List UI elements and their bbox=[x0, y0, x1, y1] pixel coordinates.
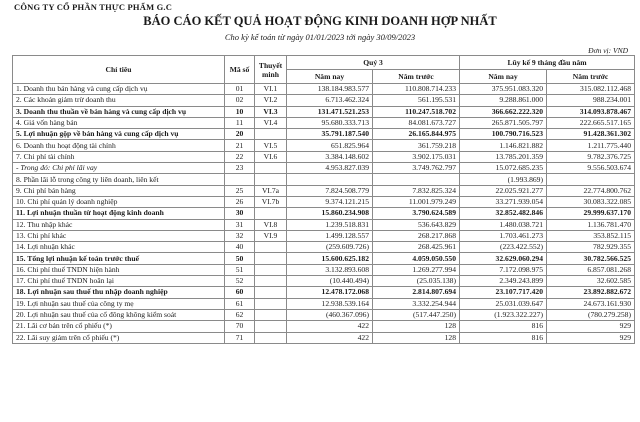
row-q3-prev-year: 128 bbox=[373, 321, 460, 332]
table-row bbox=[13, 208, 635, 219]
row-ytd-this-year: 15.072.685.235 bbox=[460, 163, 547, 174]
row-q3-this-year: (460.367.096) bbox=[287, 309, 373, 320]
row-ytd-this-year: 1.146.821.882 bbox=[460, 140, 547, 151]
row-label: 20. Lợi nhuận sau thuế của cổ đông không kiểm soát bbox=[13, 309, 225, 320]
row-q3-prev-year: 3.749.762.797 bbox=[373, 163, 460, 174]
row-note bbox=[255, 264, 287, 275]
row-q3-this-year: 3.384.148.602 bbox=[287, 151, 373, 162]
row-note bbox=[255, 287, 287, 298]
table-body bbox=[13, 84, 635, 344]
row-note bbox=[255, 174, 287, 185]
row-ytd-this-year: (1.923.322.227) bbox=[460, 309, 547, 320]
row-ytd-prev-year: 9.782.376.725 bbox=[547, 151, 635, 162]
row-label: 4. Giá vốn hàng bán bbox=[13, 117, 225, 128]
row-note: VI.7b bbox=[255, 196, 287, 207]
row-note bbox=[255, 253, 287, 264]
row-q3-prev-year: 268.217.868 bbox=[373, 230, 460, 241]
row-code: 02 bbox=[225, 95, 255, 106]
row-label: 22. Lãi suy giảm trên cổ phiếu (*) bbox=[13, 332, 225, 343]
row-ytd-prev-year: 1.136.781.470 bbox=[547, 219, 635, 230]
row-q3-prev-year: 110.247.518.702 bbox=[373, 106, 460, 117]
row-q3-this-year: 6.713.462.324 bbox=[287, 95, 373, 106]
row-ytd-this-year: 1.703.461.273 bbox=[460, 230, 547, 241]
table-header bbox=[13, 56, 635, 84]
row-ytd-prev-year: 1.211.775.440 bbox=[547, 140, 635, 151]
row-q3-this-year: 4.953.827.039 bbox=[287, 163, 373, 174]
table-row bbox=[13, 129, 635, 140]
row-code: 25 bbox=[225, 185, 255, 196]
row-ytd-this-year: 265.871.505.797 bbox=[460, 117, 547, 128]
row-label: 2. Các khoản giảm trừ doanh thu bbox=[13, 95, 225, 106]
row-label: 19. Lợi nhuận sau thuế của công ty mẹ bbox=[13, 298, 225, 309]
row-ytd-prev-year: 23.892.882.672 bbox=[547, 287, 635, 298]
row-code: 01 bbox=[225, 84, 255, 95]
row-code: 50 bbox=[225, 253, 255, 264]
header-q-prev-year: Năm trước bbox=[373, 70, 460, 84]
table-row bbox=[13, 84, 635, 95]
row-q3-this-year: 35.791.187.540 bbox=[287, 129, 373, 140]
row-q3-this-year: 7.824.508.779 bbox=[287, 185, 373, 196]
row-ytd-this-year: 32.852.482.846 bbox=[460, 208, 547, 219]
row-ytd-this-year: 23.107.717.420 bbox=[460, 287, 547, 298]
table-row bbox=[13, 185, 635, 196]
table-row bbox=[13, 332, 635, 343]
row-code: 62 bbox=[225, 309, 255, 320]
table-row bbox=[13, 95, 635, 106]
row-q3-this-year bbox=[287, 174, 373, 185]
row-label: 18. Lợi nhuận sau thuế thu nhập doanh nghiệp bbox=[13, 287, 225, 298]
row-ytd-prev-year: 222.665.517.165 bbox=[547, 117, 635, 128]
table-row bbox=[13, 309, 635, 320]
row-q3-prev-year: (25.035.138) bbox=[373, 276, 460, 287]
row-q3-this-year: 422 bbox=[287, 332, 373, 343]
table-row bbox=[13, 174, 635, 185]
row-q3-prev-year: 3.902.175.031 bbox=[373, 151, 460, 162]
row-ytd-this-year: 1.480.038.721 bbox=[460, 219, 547, 230]
row-code: 11 bbox=[225, 117, 255, 128]
row-ytd-this-year: 816 bbox=[460, 332, 547, 343]
row-q3-this-year: 12.938.539.164 bbox=[287, 298, 373, 309]
row-q3-this-year: (259.609.726) bbox=[287, 242, 373, 253]
table-row bbox=[13, 264, 635, 275]
row-note bbox=[255, 163, 287, 174]
row-note bbox=[255, 208, 287, 219]
row-ytd-prev-year: 315.082.112.468 bbox=[547, 84, 635, 95]
income-statement-table bbox=[12, 55, 635, 344]
row-ytd-prev-year bbox=[547, 174, 635, 185]
row-ytd-this-year: 2.349.243.899 bbox=[460, 276, 547, 287]
row-q3-prev-year: 110.808.714.233 bbox=[373, 84, 460, 95]
table-row bbox=[13, 140, 635, 151]
row-label: 12. Thu nhập khác bbox=[13, 219, 225, 230]
report-period: Cho kỳ kế toán từ ngày 01/01/2023 tới ngày 30/09/2023 bbox=[224, 32, 416, 42]
row-code bbox=[225, 174, 255, 185]
row-note: VI.5 bbox=[255, 140, 287, 151]
row-ytd-prev-year: 9.556.503.674 bbox=[547, 163, 635, 174]
row-q3-prev-year bbox=[373, 174, 460, 185]
row-q3-this-year: 138.184.983.577 bbox=[287, 84, 373, 95]
row-ytd-this-year: (223.422.552) bbox=[460, 242, 547, 253]
row-code: 22 bbox=[225, 151, 255, 162]
row-code: 60 bbox=[225, 287, 255, 298]
row-label: 6. Doanh thu hoạt động tài chính bbox=[13, 140, 225, 151]
row-q3-prev-year: 536.643.829 bbox=[373, 219, 460, 230]
row-q3-prev-year: 361.759.218 bbox=[373, 140, 460, 151]
table-row bbox=[13, 242, 635, 253]
row-ytd-this-year: (1.993.869) bbox=[460, 174, 547, 185]
currency-unit: Đơn vị: VND bbox=[588, 46, 628, 55]
table-row bbox=[13, 287, 635, 298]
row-code: 26 bbox=[225, 196, 255, 207]
row-q3-this-year: 422 bbox=[287, 321, 373, 332]
row-code: 71 bbox=[225, 332, 255, 343]
row-note bbox=[255, 129, 287, 140]
row-label: 13. Chi phí khác bbox=[13, 230, 225, 241]
row-ytd-this-year: 7.172.098.975 bbox=[460, 264, 547, 275]
row-q3-prev-year: 84.081.673.727 bbox=[373, 117, 460, 128]
row-ytd-prev-year: 782.929.355 bbox=[547, 242, 635, 253]
row-ytd-prev-year: (780.279.258) bbox=[547, 309, 635, 320]
row-ytd-prev-year: 929 bbox=[547, 321, 635, 332]
report-title: BÁO CÁO KẾT QUẢ HOẠT ĐỘNG KINH DOANH HỢP NHẤT bbox=[143, 14, 497, 28]
row-q3-this-year: 1.499.128.557 bbox=[287, 230, 373, 241]
row-label: 9. Chi phí bán hàng bbox=[13, 185, 225, 196]
header-ytd: Lũy kế 9 tháng đầu năm bbox=[460, 56, 635, 70]
row-ytd-prev-year: 22.774.800.762 bbox=[547, 185, 635, 196]
row-ytd-prev-year: 91.428.361.302 bbox=[547, 129, 635, 140]
table-row bbox=[13, 106, 635, 117]
row-code: 40 bbox=[225, 242, 255, 253]
row-label: 21. Lãi cơ bản trên cổ phiếu (*) bbox=[13, 321, 225, 332]
row-ytd-prev-year: 988.234.001 bbox=[547, 95, 635, 106]
row-ytd-prev-year: 30.083.322.085 bbox=[547, 196, 635, 207]
row-note: VI.9 bbox=[255, 230, 287, 241]
row-ytd-prev-year: 24.673.161.930 bbox=[547, 298, 635, 309]
header-ma-so: Mã số bbox=[225, 56, 255, 84]
row-note bbox=[255, 332, 287, 343]
row-label: 10. Chi phí quản lý doanh nghiệp bbox=[13, 196, 225, 207]
row-code: 31 bbox=[225, 219, 255, 230]
row-note bbox=[255, 321, 287, 332]
row-ytd-this-year: 32.629.060.294 bbox=[460, 253, 547, 264]
row-label: 11. Lợi nhuận thuần từ hoạt động kinh doanh bbox=[13, 208, 225, 219]
header-q-this-year: Năm nay bbox=[287, 70, 373, 84]
row-q3-prev-year: 3.790.624.589 bbox=[373, 208, 460, 219]
row-note: VI.7a bbox=[255, 185, 287, 196]
row-ytd-this-year: 33.271.939.054 bbox=[460, 196, 547, 207]
row-code: 20 bbox=[225, 129, 255, 140]
row-label: 15. Tổng lợi nhuận kế toán trước thuế bbox=[13, 253, 225, 264]
row-label: 17. Chi phí thuế TNDN hoãn lại bbox=[13, 276, 225, 287]
row-ytd-this-year: 13.785.201.359 bbox=[460, 151, 547, 162]
row-code: 30 bbox=[225, 208, 255, 219]
row-note bbox=[255, 309, 287, 320]
row-label: 7. Chi phí tài chính bbox=[13, 151, 225, 162]
row-q3-prev-year: (517.447.250) bbox=[373, 309, 460, 320]
row-ytd-prev-year: 6.857.081.268 bbox=[547, 264, 635, 275]
row-q3-this-year: 15.860.234.908 bbox=[287, 208, 373, 219]
row-q3-this-year: (10.440.494) bbox=[287, 276, 373, 287]
row-label: 1. Doanh thu bán hàng và cung cấp dịch vụ bbox=[13, 84, 225, 95]
row-note: VI.6 bbox=[255, 151, 287, 162]
header-quarter-3: Quý 3 bbox=[287, 56, 460, 70]
row-q3-this-year: 1.239.518.831 bbox=[287, 219, 373, 230]
row-ytd-this-year: 366.662.222.320 bbox=[460, 106, 547, 117]
table-row bbox=[13, 298, 635, 309]
row-ytd-prev-year: 929 bbox=[547, 332, 635, 343]
table-row bbox=[13, 219, 635, 230]
header-chi-tieu: Chỉ tiêu bbox=[13, 56, 225, 84]
row-note: VI.1 bbox=[255, 84, 287, 95]
row-label: 8. Phần lãi lỗ trong công ty liên doanh, liên kết bbox=[13, 174, 225, 185]
table-row bbox=[13, 253, 635, 264]
row-q3-prev-year: 1.269.277.994 bbox=[373, 264, 460, 275]
row-ytd-this-year: 9.288.861.000 bbox=[460, 95, 547, 106]
row-note: VI.8 bbox=[255, 219, 287, 230]
row-q3-this-year: 9.374.121.215 bbox=[287, 196, 373, 207]
table-row bbox=[13, 151, 635, 162]
row-q3-this-year: 12.478.172.068 bbox=[287, 287, 373, 298]
row-q3-prev-year: 128 bbox=[373, 332, 460, 343]
row-q3-prev-year: 3.332.254.944 bbox=[373, 298, 460, 309]
row-note bbox=[255, 242, 287, 253]
row-q3-prev-year: 2.814.807.694 bbox=[373, 287, 460, 298]
row-q3-this-year: 95.680.333.713 bbox=[287, 117, 373, 128]
row-note bbox=[255, 298, 287, 309]
row-ytd-prev-year: 353.852.115 bbox=[547, 230, 635, 241]
row-label: 3. Doanh thu thuần về bán hàng và cung cấp dịch vụ bbox=[13, 106, 225, 117]
row-label: 16. Chi phí thuế TNDN hiện hành bbox=[13, 264, 225, 275]
row-note: VI.2 bbox=[255, 95, 287, 106]
row-q3-prev-year: 26.165.844.975 bbox=[373, 129, 460, 140]
row-ytd-prev-year: 29.999.637.170 bbox=[547, 208, 635, 219]
row-note bbox=[255, 276, 287, 287]
row-q3-this-year: 15.600.625.182 bbox=[287, 253, 373, 264]
table-row bbox=[13, 117, 635, 128]
company-name: CÔNG TY CỔ PHẦN THỰC PHẨM G.C bbox=[14, 2, 173, 12]
row-ytd-prev-year: 32.602.585 bbox=[547, 276, 635, 287]
table-row bbox=[13, 276, 635, 287]
row-code: 61 bbox=[225, 298, 255, 309]
row-code: 21 bbox=[225, 140, 255, 151]
row-note: VI.3 bbox=[255, 106, 287, 117]
row-code: 32 bbox=[225, 230, 255, 241]
row-ytd-this-year: 375.951.083.320 bbox=[460, 84, 547, 95]
row-ytd-this-year: 816 bbox=[460, 321, 547, 332]
row-label: - Trong đó: Chi phí lãi vay bbox=[13, 163, 225, 174]
table-row bbox=[13, 163, 635, 174]
row-label: 14. Lợi nhuận khác bbox=[13, 242, 225, 253]
row-code: 51 bbox=[225, 264, 255, 275]
row-q3-this-year: 651.825.964 bbox=[287, 140, 373, 151]
row-q3-prev-year: 561.195.531 bbox=[373, 95, 460, 106]
table-row bbox=[13, 230, 635, 241]
row-code: 10 bbox=[225, 106, 255, 117]
row-q3-prev-year: 268.425.961 bbox=[373, 242, 460, 253]
row-ytd-this-year: 22.025.921.277 bbox=[460, 185, 547, 196]
row-ytd-this-year: 25.031.039.647 bbox=[460, 298, 547, 309]
row-ytd-prev-year: 30.782.566.525 bbox=[547, 253, 635, 264]
row-q3-this-year: 3.132.893.608 bbox=[287, 264, 373, 275]
header-ytd-this-year: Năm nay bbox=[460, 70, 547, 84]
table-row bbox=[13, 196, 635, 207]
row-note: VI.4 bbox=[255, 117, 287, 128]
row-q3-prev-year: 11.001.979.249 bbox=[373, 196, 460, 207]
table-row bbox=[13, 321, 635, 332]
header-ytd-prev-year: Năm trước bbox=[547, 70, 635, 84]
row-ytd-prev-year: 314.093.878.467 bbox=[547, 106, 635, 117]
row-code: 70 bbox=[225, 321, 255, 332]
row-label: 5. Lợi nhuận gộp về bán hàng và cung cấp dịch vụ bbox=[13, 129, 225, 140]
row-q3-prev-year: 4.059.050.550 bbox=[373, 253, 460, 264]
row-ytd-this-year: 100.790.716.523 bbox=[460, 129, 547, 140]
header-thuyet-minh: Thuyết minh bbox=[255, 56, 287, 84]
row-code: 52 bbox=[225, 276, 255, 287]
row-q3-this-year: 131.471.521.253 bbox=[287, 106, 373, 117]
row-q3-prev-year: 7.832.825.324 bbox=[373, 185, 460, 196]
row-code: 23 bbox=[225, 163, 255, 174]
